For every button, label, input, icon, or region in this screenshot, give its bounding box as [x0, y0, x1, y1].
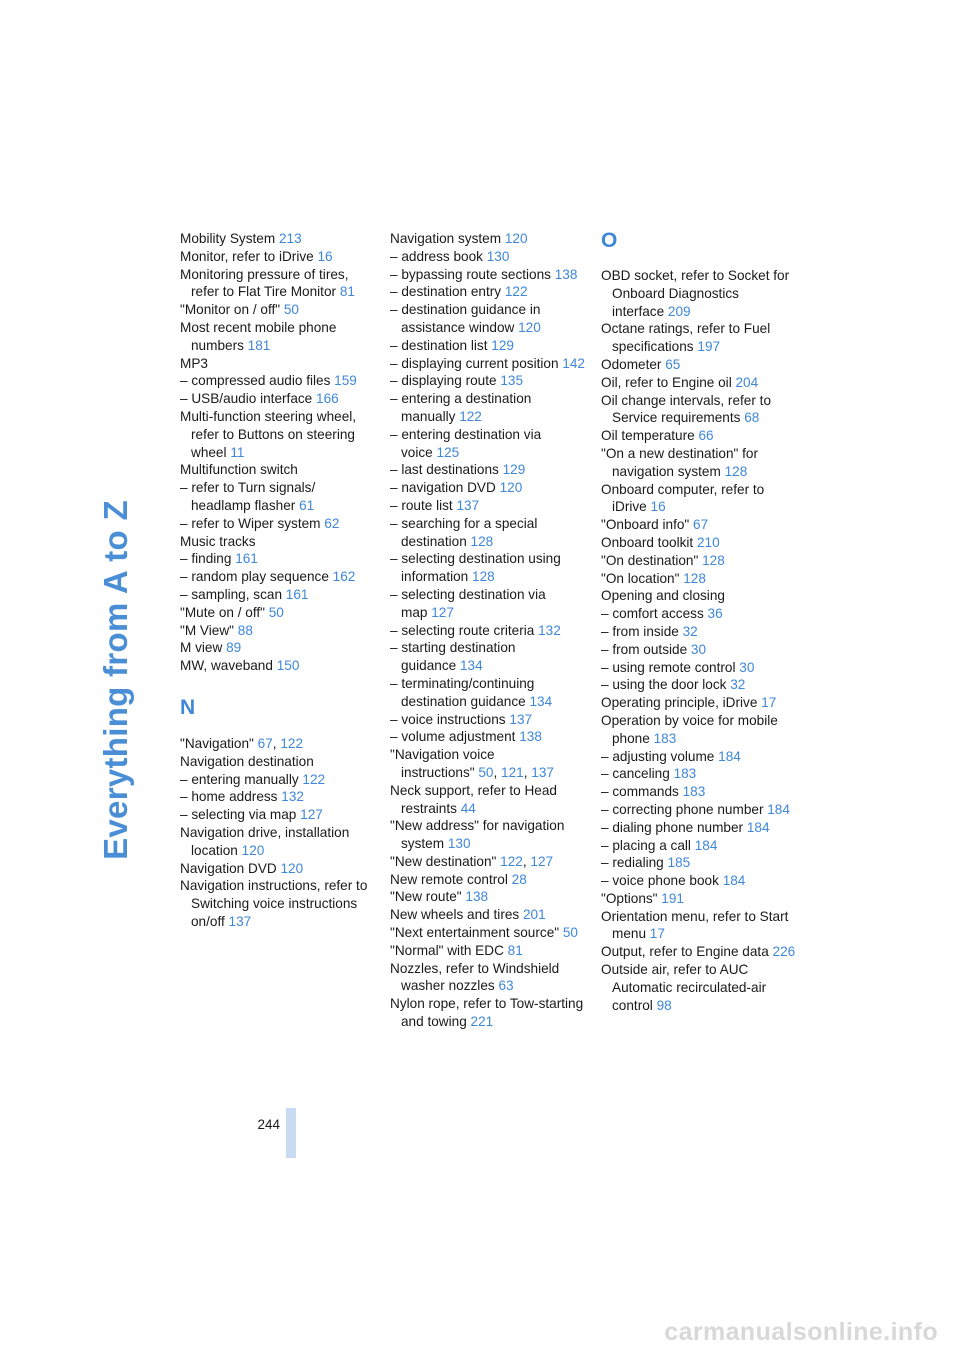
page-reference-link[interactable]: 16	[650, 499, 666, 515]
index-entry	[601, 837, 797, 855]
page-reference-link[interactable]: 89	[226, 640, 242, 656]
index-entry-text: "Mute on / off"	[180, 604, 265, 620]
index-entry	[180, 515, 378, 533]
page-reference-link[interactable]: 120	[241, 842, 265, 858]
page-reference-link[interactable]: 122	[500, 853, 523, 869]
index-entry-text: – commands	[601, 784, 679, 800]
page-reference-link[interactable]: 221	[470, 1014, 494, 1030]
index-entry	[180, 372, 378, 390]
page-reference-link[interactable]: 138	[554, 266, 578, 282]
index-entry-text: Odometer	[601, 356, 662, 372]
index-entry	[601, 748, 797, 766]
page-reference-link[interactable]: 128	[472, 569, 495, 585]
index-entry-text: Nylon rope, refer to Tow-starting and towing	[390, 996, 584, 1030]
page-reference-link[interactable]: 129	[491, 337, 514, 353]
index-entry	[601, 801, 797, 819]
page-reference-link[interactable]: 210	[696, 534, 720, 550]
page-reference-link[interactable]: 209	[667, 303, 691, 319]
index-entry	[180, 788, 378, 806]
index-entry	[180, 301, 378, 319]
page-reference-link[interactable]: 128	[702, 552, 725, 568]
index-entry-text: "New destination"	[390, 853, 497, 869]
index-entry	[180, 461, 378, 479]
index-entry	[601, 872, 797, 890]
page-reference-link[interactable]: 36	[707, 606, 723, 622]
index-entry	[390, 461, 588, 479]
index-entry-text: Music tracks	[180, 533, 256, 549]
index-entry-text: Onboard toolkit	[601, 534, 694, 550]
index-entry-text: – using the door lock	[601, 677, 727, 693]
index-entry	[390, 675, 588, 711]
index-entry	[390, 888, 588, 906]
page-reference-link[interactable]: 184	[694, 837, 718, 853]
index-entry	[390, 515, 588, 551]
page-reference-link[interactable]: 63	[498, 978, 514, 994]
page-reference-link[interactable]: 183	[673, 766, 697, 782]
page-reference-link[interactable]: 65	[665, 356, 681, 372]
index-column-2	[390, 230, 588, 1031]
index-entry-text: – using remote control	[601, 659, 736, 675]
page-reference-link[interactable]: 122	[302, 771, 326, 787]
page-reference-link[interactable]: 81	[507, 942, 523, 958]
page-edge-marker	[286, 1108, 296, 1158]
page-reference-link[interactable]: 122	[280, 735, 304, 751]
index-entry-text: "Monitor on / off"	[180, 302, 281, 318]
index-entry	[601, 890, 797, 908]
page-reference-link[interactable]: 32	[730, 677, 746, 693]
index-entry-text: – from inside	[601, 623, 679, 639]
index-entry-text: – comfort access	[601, 606, 704, 622]
index-entry-text: Outside air, refer to AUC Automatic recirculated-air control	[601, 962, 767, 1013]
index-entry-text: – adjusting volume	[601, 748, 715, 764]
index-entry	[601, 570, 797, 588]
index-entry	[390, 906, 588, 924]
index-entry-text: – sampling, scan	[180, 586, 283, 602]
index-entry	[601, 267, 797, 320]
index-entry	[390, 230, 588, 248]
index-entry	[601, 392, 797, 428]
page-reference-link[interactable]: 88	[237, 622, 253, 638]
index-entry-text: "New address" for navigation system	[390, 818, 565, 852]
index-entry	[601, 659, 797, 677]
index-entry-text: Oil, refer to Engine oil	[601, 374, 732, 390]
index-entry	[390, 817, 588, 853]
index-entry-text: Neck support, refer to Head restraints	[390, 782, 557, 816]
page-reference-link[interactable]: 50	[268, 604, 284, 620]
page-reference-link[interactable]: 50	[478, 764, 494, 780]
page-reference-link[interactable]: 137	[456, 497, 480, 513]
index-entry: "New destination" 122, 127	[390, 853, 554, 869]
index-entry-text: – route list	[390, 497, 453, 513]
index-entry	[180, 568, 378, 586]
index-entry-text: – destination entry	[390, 284, 502, 300]
index-entry	[180, 824, 378, 860]
page-reference-link[interactable]: 183	[682, 784, 706, 800]
page-reference-link[interactable]: 127	[530, 853, 554, 869]
index-entry-text: Onboard computer, refer to iDrive	[601, 481, 765, 515]
index-entry-text: Operation by voice for mobile phone	[601, 712, 778, 746]
page-reference-link[interactable]: 128	[470, 533, 494, 549]
index-entry-text: Output, refer to Engine data	[601, 944, 769, 960]
index-entry-text: "Onboard info"	[601, 517, 690, 533]
index-entry-text: – volume adjustment	[390, 729, 516, 745]
page-reference-link[interactable]: 127	[300, 807, 323, 823]
index-entry-text: – terminating/continuing destination guidance	[390, 675, 535, 709]
index-entry	[601, 943, 797, 961]
page-reference-link[interactable]: 62	[324, 515, 340, 531]
index-entry-text: – placing a call	[601, 837, 691, 853]
index-entry	[180, 390, 378, 408]
index-entry-text: – starting destination guidance	[390, 640, 516, 674]
index-entry	[180, 753, 378, 771]
page-reference-link[interactable]: 134	[459, 658, 483, 674]
index-entry	[180, 319, 378, 355]
index-entry	[601, 694, 797, 712]
index-entry-text: Navigation DVD	[180, 860, 277, 876]
index-entry-text: Monitoring pressure of tires, refer to Flat Tire Monitor	[180, 266, 349, 300]
page-reference-link[interactable]: 184	[718, 748, 741, 764]
page-reference-link[interactable]: 50	[283, 302, 299, 318]
index-entry	[601, 481, 797, 517]
index-column-3	[601, 230, 797, 1014]
index-entry	[180, 771, 378, 789]
index-entry	[180, 355, 378, 373]
index-entry	[180, 639, 378, 657]
index-entry-text: – redialing	[601, 855, 664, 871]
index-entry	[601, 676, 797, 694]
index-entry	[390, 390, 588, 426]
page-reference-link[interactable]: 30	[739, 659, 755, 675]
index-entry-text: "Next entertainment source"	[390, 925, 560, 941]
index-entry	[390, 924, 588, 942]
index-entry-text: – home address	[180, 789, 278, 805]
page-reference-link[interactable]: 17	[649, 926, 665, 942]
page-reference-link[interactable]: 138	[465, 889, 489, 905]
index-entry-text: Nozzles, refer to Windshield washer nozzles	[390, 960, 560, 994]
index-entry	[390, 586, 588, 622]
page-reference-link[interactable]: 185	[667, 855, 691, 871]
page-reference-link[interactable]: 132	[281, 789, 304, 805]
index-entry-text: MP3	[180, 355, 208, 371]
index-entry	[390, 266, 588, 284]
index-entry-text: Monitor, refer to iDrive	[180, 248, 314, 264]
index-column-1	[180, 230, 378, 931]
index-entry-text: Mobility System	[180, 231, 276, 246]
page-reference-link[interactable]: 120	[518, 319, 541, 335]
index-entry-text: – navigation DVD	[390, 480, 496, 496]
index-entry-text: – from outside	[601, 641, 688, 657]
index-entry	[180, 622, 378, 640]
index-entry	[390, 711, 588, 729]
page-reference-link[interactable]: 121	[501, 764, 524, 780]
section-side-title: Everything from A to Z	[97, 500, 134, 860]
index-entry-text: Navigation destination	[180, 753, 314, 769]
index-entry	[390, 248, 588, 266]
index-entry	[601, 356, 797, 374]
index-entry-text: – selecting route criteria	[390, 622, 535, 638]
page-reference-link[interactable]: 120	[504, 231, 528, 246]
index-entry-text: – displaying route	[390, 373, 497, 389]
index-entry-text: "Normal" with EDC	[390, 942, 504, 958]
page-reference-link[interactable]: 184	[767, 801, 790, 817]
index-entry	[390, 337, 588, 355]
page-reference-link[interactable]: 184	[746, 819, 770, 835]
index-entry-text: – refer to Turn signals/ headlamp flasher	[180, 480, 316, 513]
index-entry-text: – dialing phone number	[601, 819, 744, 835]
index-entry	[180, 479, 378, 515]
page-reference-link[interactable]: 128	[683, 570, 706, 586]
page-reference-link[interactable]: 67	[693, 517, 709, 533]
index-entry-text: – canceling	[601, 766, 670, 782]
index-entry-text: – destination list	[390, 337, 488, 353]
page-reference-link[interactable]: 98	[656, 997, 672, 1013]
section-heading: O	[601, 229, 618, 252]
index-entry	[390, 283, 588, 301]
page-reference-link[interactable]: 166	[316, 391, 339, 407]
index-entry-text: – correcting phone number	[601, 801, 764, 817]
index-entry-text: Operating principle, iDrive	[601, 695, 758, 711]
index-entry-text: Multifunction switch	[180, 462, 298, 478]
page-reference-link[interactable]: 137	[228, 913, 252, 929]
index-entry-text: Navigation instructions, refer to Switching voice instructions on/off	[180, 878, 368, 929]
page-reference-link[interactable]: 50	[562, 925, 578, 941]
page-reference-link[interactable]: 130	[447, 836, 471, 852]
index-entry-text: "Options"	[601, 890, 658, 906]
page-reference-link[interactable]: 11	[230, 444, 245, 460]
index-entry-text: MW, waveband	[180, 658, 273, 674]
page-reference-link[interactable]: 161	[285, 586, 309, 602]
index-entry-text: – selecting via map	[180, 807, 297, 823]
page-reference-link[interactable]: 138	[519, 729, 542, 745]
section-heading: N	[180, 695, 196, 719]
index-entry-text: Navigation system	[390, 231, 502, 246]
index-entry-text: – refer to Wiper system	[180, 515, 321, 531]
index-entry	[180, 877, 378, 930]
index-entry	[390, 355, 588, 373]
index-entry-text: – destination guidance in assistance window	[390, 302, 541, 335]
index-entry: "Navigation" 67, 122	[180, 735, 304, 751]
index-entry-text: "On location"	[601, 570, 680, 586]
page-reference-link[interactable]: 130	[486, 248, 510, 264]
index-entry	[390, 728, 588, 746]
page-reference-link[interactable]: 32	[682, 623, 698, 639]
index-entry	[390, 372, 588, 390]
page-reference-link[interactable]: 137	[509, 711, 533, 727]
page-reference-link[interactable]: 16	[317, 248, 333, 264]
page-reference-link[interactable]: 132	[538, 622, 561, 638]
page-reference-link[interactable]: 204	[735, 374, 759, 390]
index-entry-text: Oil change intervals, refer to Service requirements	[601, 392, 772, 426]
index-entry-text: – compressed audio files	[180, 373, 331, 389]
index-entry	[601, 605, 797, 623]
page-reference-link[interactable]: 122	[504, 284, 528, 300]
page-reference-link[interactable]: 184	[722, 873, 746, 889]
index-entry	[180, 230, 378, 248]
page-reference-link[interactable]: 159	[334, 373, 357, 389]
page-reference-link[interactable]: 183	[653, 730, 677, 746]
index-entry	[390, 960, 588, 996]
index-entry-text: – selecting destination using information	[390, 551, 561, 585]
index-entry-text: Octane ratings, refer to Fuel specifications	[601, 321, 771, 355]
index-entry	[601, 961, 797, 1014]
index-entry-text: – voice phone book	[601, 873, 719, 889]
index-entry-text: Oil temperature	[601, 428, 695, 444]
index-entry	[180, 657, 378, 675]
index-entry	[601, 908, 797, 944]
index-entry	[390, 479, 588, 497]
index-entry	[601, 552, 797, 570]
index-entry-text: – entering destination via voice	[390, 426, 542, 460]
index-entry	[601, 765, 797, 783]
index-entry	[390, 301, 588, 337]
page-reference-link[interactable]: 61	[299, 497, 315, 513]
index-entry-text: "M View"	[180, 622, 234, 638]
page-reference-link[interactable]: 134	[529, 693, 553, 709]
page-reference-link[interactable]: 181	[247, 337, 271, 353]
index-entry	[180, 860, 378, 878]
page-reference-link[interactable]: 125	[436, 444, 460, 460]
page-reference-link[interactable]: 161	[235, 551, 258, 567]
index-entry	[390, 639, 588, 675]
index-entry	[390, 426, 588, 462]
index-entry	[601, 534, 797, 552]
index-entry-text: "Navigation voice instructions"	[390, 747, 495, 780]
index-entry	[390, 622, 588, 640]
index-entry	[180, 604, 378, 622]
index-entry-text: – last destinations	[390, 462, 499, 478]
index-entry-text: Orientation menu, refer to Start menu	[601, 908, 789, 942]
index-entry-text: – USB/audio interface	[180, 391, 313, 407]
index-entry	[390, 995, 588, 1031]
index-entry-text: "On a new destination" for navigation system	[601, 445, 759, 479]
index-entry-text: Navigation drive, installation location	[180, 824, 350, 858]
index-entry	[601, 783, 797, 801]
index-entry	[180, 806, 378, 824]
page-reference-link[interactable]: 122	[459, 408, 482, 424]
index-entry-text: OBD socket, refer to Socket for Onboard Diagnostics interface	[601, 268, 790, 319]
page-reference-link[interactable]: 81	[339, 284, 355, 300]
index-entry-text: – address book	[390, 248, 483, 264]
index-entry	[390, 550, 588, 586]
page-reference-link[interactable]: 127	[431, 604, 454, 620]
index-entry	[180, 586, 378, 604]
page-reference-link[interactable]: 213	[278, 231, 302, 246]
page-reference-link[interactable]: 197	[697, 339, 721, 355]
index-entry	[601, 374, 797, 392]
index-entry	[390, 782, 588, 818]
page-reference-link[interactable]: 66	[698, 428, 714, 444]
page-reference-link[interactable]: 44	[460, 800, 476, 816]
index-entry-text: – voice instructions	[390, 711, 506, 727]
index-entry-text: – bypassing route sections	[390, 266, 551, 282]
index-entry	[390, 942, 588, 960]
index-entry	[601, 641, 797, 659]
index-entry-text: – entering a destination manually	[390, 391, 532, 424]
page-reference-link[interactable]: 120	[280, 860, 304, 876]
index-entry	[601, 427, 797, 445]
index-entry	[601, 516, 797, 534]
index-entry: "Navigation voice instructions" 50, 121, 137	[390, 747, 554, 780]
index-entry-text: Most recent mobile phone numbers	[180, 319, 337, 353]
page-reference-link[interactable]: 128	[724, 463, 748, 479]
index-entry	[180, 266, 378, 302]
index-entry	[390, 871, 588, 889]
index-entry	[601, 712, 797, 748]
index-entry-text: Opening and closing	[601, 588, 725, 604]
index-entry-text: – selecting destination via map	[390, 586, 546, 620]
index-entry	[601, 445, 797, 481]
page-reference-link[interactable]: 129	[502, 462, 526, 478]
page-reference-link[interactable]: 226	[772, 944, 796, 960]
page-reference-link[interactable]: 201	[522, 907, 546, 923]
page-reference-link[interactable]: 68	[744, 410, 760, 426]
index-entry	[601, 623, 797, 641]
page-reference-link[interactable]: 162	[332, 569, 356, 585]
index-entry-text: M view	[180, 640, 223, 656]
index-entry	[180, 248, 378, 266]
index-entry-text: – finding	[180, 551, 232, 567]
index-entry	[601, 819, 797, 837]
page-reference-link[interactable]: 150	[276, 658, 300, 674]
index-entry	[180, 533, 378, 551]
index-entry	[180, 408, 378, 461]
index-entry-text: New wheels and tires	[390, 907, 520, 923]
page-reference-link[interactable]: 142	[562, 355, 585, 371]
index-entry-text: "Navigation"	[180, 735, 254, 751]
page-reference-link[interactable]: 191	[661, 890, 684, 906]
page-reference-link[interactable]: 30	[690, 641, 707, 657]
index-entry-text: – searching for a special destination	[390, 515, 538, 549]
index-entry-text: New remote control	[390, 871, 508, 887]
page-reference-link[interactable]: 17	[761, 695, 777, 711]
page-number: 244	[257, 1117, 280, 1132]
index-entry-text: Multi-function steering wheel, refer to Buttons on steering wheel	[180, 408, 357, 460]
page-reference-link[interactable]: 28	[511, 871, 527, 887]
page-reference-link[interactable]: 67	[257, 735, 273, 751]
index-entry-text: – displaying current position	[390, 355, 559, 371]
page-reference-link[interactable]: 120	[499, 480, 523, 496]
index-entry-text: – random play sequence	[180, 569, 329, 585]
index-entry	[601, 587, 797, 605]
index-entry	[601, 854, 797, 872]
index-entry-text: – entering manually	[180, 771, 299, 787]
footer-watermark: carmanualsonline.info	[664, 1318, 938, 1346]
index-entry	[390, 497, 588, 515]
index-entry-text: "New route"	[390, 889, 462, 905]
index-entry	[601, 320, 797, 356]
page-reference-link[interactable]: 135	[500, 373, 524, 389]
index-entry	[180, 550, 378, 568]
page-reference-link[interactable]: 137	[531, 764, 554, 780]
index-entry-text: "On destination"	[601, 552, 699, 568]
